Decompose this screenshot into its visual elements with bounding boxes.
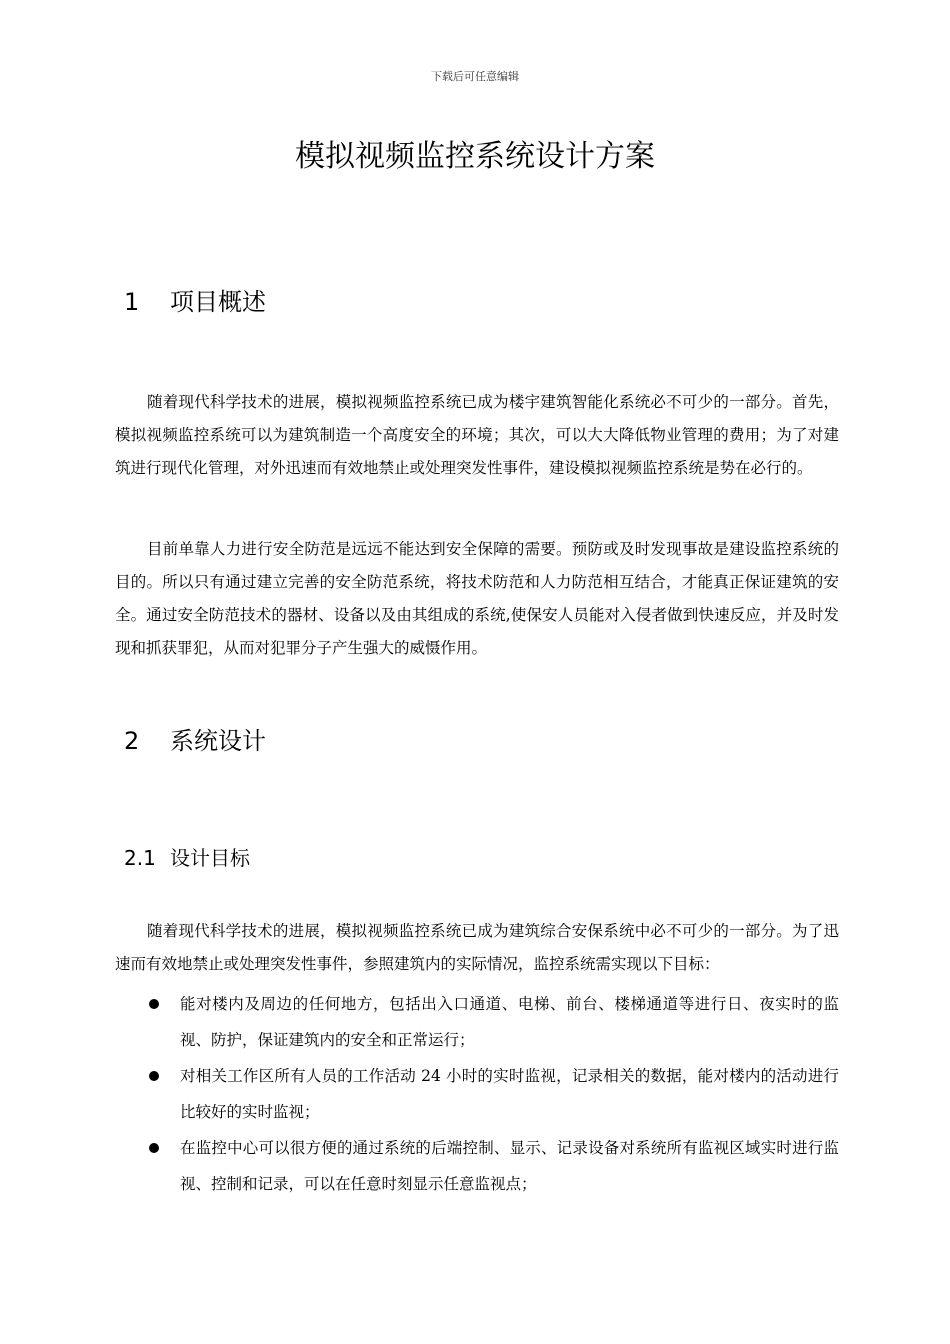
paragraph: 随着现代科学技术的进展，模拟视频监控系统已成为建筑综合安保系统中必不可少的一部分。为了迅速而有效地禁止或处理突发性事件，参照建筑内的实际情况，监控系统需实现以下目标： bbox=[115, 922, 839, 973]
subsection-title: 设计目标 bbox=[170, 846, 250, 870]
header-note: 下载后可任意编辑 bbox=[431, 70, 519, 83]
goal-list bbox=[115, 986, 839, 1202]
bullet-icon bbox=[149, 1143, 159, 1153]
section-heading-1 bbox=[124, 282, 266, 317]
list-item bbox=[115, 986, 839, 1058]
section-title: 项目概述 bbox=[170, 288, 266, 316]
list-item bbox=[115, 1130, 839, 1202]
document-title: 模拟视频监控系统设计方案 bbox=[295, 139, 655, 174]
subsection-heading bbox=[124, 842, 250, 871]
section-heading-2 bbox=[124, 721, 266, 756]
subsection-number: 2.1 bbox=[124, 846, 156, 870]
section-number: 2 bbox=[124, 727, 140, 755]
list-item bbox=[115, 1058, 839, 1130]
paragraph: 随着现代科学技术的进展，模拟视频监控系统已成为楼宇建筑智能化系统必不可少的一部分。首先，模拟视频监控系统可以为建筑制造一个高度安全的环境；其次，可以大大降低物业管理的费用；为了对建筑进行现代化管理，对外迅速而有效地禁止或处理突发性事件，建设模拟视频监控系统是势在必行的。 bbox=[115, 393, 839, 477]
bullet-icon bbox=[149, 999, 159, 1009]
section-title: 系统设计 bbox=[170, 727, 266, 755]
list-item-text: 对相关工作区所有人员的工作活动 24 小时的实时监视，记录相关的数据，能对楼内的活动进行比较好的实时监视； bbox=[180, 1067, 839, 1121]
paragraph: 目前单靠人力进行安全防范是远远不能达到安全保障的需要。预防或及时发现事故是建设监控系统的目的。所以只有通过建立完善的安全防范系统，将技术防范和人力防范相互结合，才能真正保证建筑的安全。通过安全防范技术的器材、设备以及由其组成的系统,使保安人员能对入侵者做到快速反应，并及时发现和抓获罪犯，从而对犯罪分子产生强大的威慑作用。 bbox=[115, 540, 839, 657]
bullet-icon bbox=[149, 1071, 159, 1081]
list-item-text: 能对楼内及周边的任何地方，包括出入口通道、电梯、前台、楼梯通道等进行日、夜实时的监视、防护，保证建筑内的安全和正常运行； bbox=[180, 995, 839, 1049]
section-number: 1 bbox=[124, 288, 140, 316]
list-item-text: 在监控中心可以很方便的通过系统的后端控制、显示、记录设备对系统所有监视区域实时进行监视、控制和记录，可以在任意时刻显示任意监视点； bbox=[180, 1139, 839, 1193]
